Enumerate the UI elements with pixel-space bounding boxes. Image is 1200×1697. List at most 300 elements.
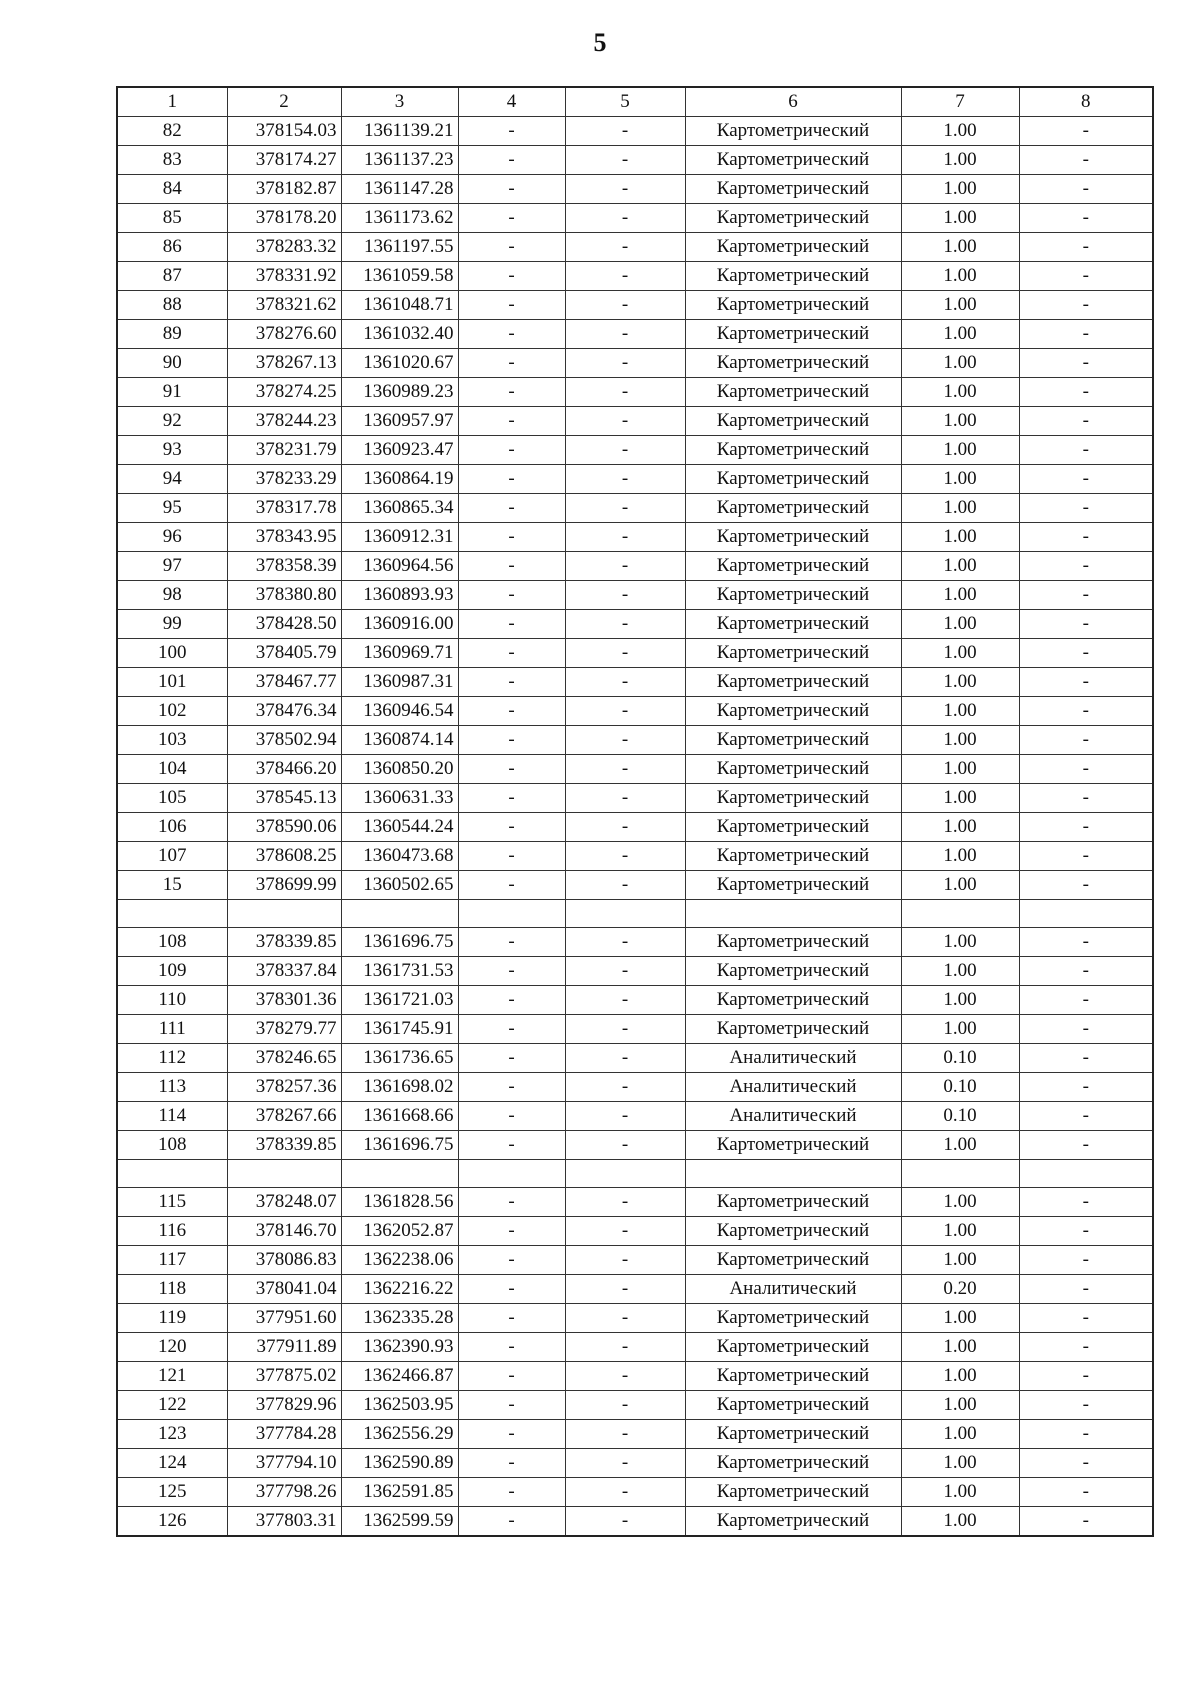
table-cell-col-5	[565, 1160, 685, 1188]
table-cell-col-6: Картометрический	[685, 407, 901, 436]
table-cell-col-7: 1.00	[901, 1362, 1019, 1391]
table-cell-col-8: -	[1019, 842, 1153, 871]
table-cell-col-8: -	[1019, 928, 1153, 957]
table-cell-col-7: 1.00	[901, 1217, 1019, 1246]
table-row	[117, 465, 1153, 494]
table-cell-col-2: 378590.06	[227, 813, 341, 842]
table-cell-col-8: -	[1019, 1478, 1153, 1507]
table-cell-col-1: 103	[117, 726, 227, 755]
table-cell-col-5: -	[565, 204, 685, 233]
table-cell-col-1: 84	[117, 175, 227, 204]
table-cell-col-6: Картометрический	[685, 1391, 901, 1420]
table-cell-col-4: -	[458, 668, 565, 697]
table-cell-col-6: Картометрический	[685, 1304, 901, 1333]
table-cell-col-8: -	[1019, 378, 1153, 407]
table-row	[117, 697, 1153, 726]
table-cell-col-8: -	[1019, 291, 1153, 320]
table-cell-col-1: 112	[117, 1044, 227, 1073]
table-cell-col-8: -	[1019, 262, 1153, 291]
table-cell-col-8: -	[1019, 1420, 1153, 1449]
table-row	[117, 1420, 1153, 1449]
table-cell-col-6: Картометрический	[685, 784, 901, 813]
table-cell-col-1: 108	[117, 928, 227, 957]
table-cell-col-4: -	[458, 291, 565, 320]
table-cell-col-4: -	[458, 494, 565, 523]
table-cell-col-4: -	[458, 610, 565, 639]
table-row	[117, 291, 1153, 320]
table-cell-col-1: 97	[117, 552, 227, 581]
table-cell-col-4: -	[458, 175, 565, 204]
table-cell-col-3: 1360874.14	[341, 726, 458, 755]
table-cell-col-3: 1362590.89	[341, 1449, 458, 1478]
table-row	[117, 1246, 1153, 1275]
table-cell-col-6: Картометрический	[685, 291, 901, 320]
table-cell-col-8: -	[1019, 755, 1153, 784]
table-cell-col-7: 0.20	[901, 1275, 1019, 1304]
table-row	[117, 1073, 1153, 1102]
table-cell-col-6: Картометрический	[685, 581, 901, 610]
table-row	[117, 755, 1153, 784]
table-cell-col-7: 1.00	[901, 1449, 1019, 1478]
table-cell-col-6: Картометрический	[685, 697, 901, 726]
table-cell-col-3: 1360989.23	[341, 378, 458, 407]
table-cell-col-1: 116	[117, 1217, 227, 1246]
table-row	[117, 1478, 1153, 1507]
table-cell-col-5: -	[565, 842, 685, 871]
table-cell-col-4: -	[458, 1015, 565, 1044]
table-cell-col-5: -	[565, 1246, 685, 1275]
table-cell-col-2: 378233.29	[227, 465, 341, 494]
table-cell-col-7: 1.00	[901, 726, 1019, 755]
table-row	[117, 146, 1153, 175]
table-cell-col-7: 1.00	[901, 1246, 1019, 1275]
table-cell-col-6: Картометрический	[685, 842, 901, 871]
table-cell-col-5: -	[565, 1102, 685, 1131]
table-cell-col-6: Картометрический	[685, 262, 901, 291]
table-cell-col-5: -	[565, 378, 685, 407]
table-cell-col-3: 1360893.93	[341, 581, 458, 610]
table-cell-col-3: 1361137.23	[341, 146, 458, 175]
table-cell-col-2	[227, 1160, 341, 1188]
table-cell-col-6: Картометрический	[685, 1217, 901, 1246]
table-cell-col-8: -	[1019, 1333, 1153, 1362]
table-cell-col-3: 1361173.62	[341, 204, 458, 233]
table-cell-col-8: -	[1019, 204, 1153, 233]
table-cell-col-3: 1361745.91	[341, 1015, 458, 1044]
table-cell-col-5: -	[565, 233, 685, 262]
table-cell-col-4: -	[458, 726, 565, 755]
table-cell-col-7: 1.00	[901, 842, 1019, 871]
table-cell-col-1: 87	[117, 262, 227, 291]
table-row	[117, 1131, 1153, 1160]
table-cell-col-4: -	[458, 1073, 565, 1102]
table-cell-col-3: 1360631.33	[341, 784, 458, 813]
table-cell-col-3: 1360864.19	[341, 465, 458, 494]
table-cell-col-3: 1362335.28	[341, 1304, 458, 1333]
table-row	[117, 1391, 1153, 1420]
table-cell-col-4: -	[458, 117, 565, 146]
table-cell-col-3: 1361139.21	[341, 117, 458, 146]
table-cell-col-3: 1360502.65	[341, 871, 458, 900]
table-cell-col-8: -	[1019, 610, 1153, 639]
table-cell-col-7: 1.00	[901, 494, 1019, 523]
table-cell-col-4: -	[458, 1449, 565, 1478]
table-cell-col-3: 1361668.66	[341, 1102, 458, 1131]
table-cell-col-8: -	[1019, 668, 1153, 697]
table-cell-col-3: 1361828.56	[341, 1188, 458, 1217]
table-cell-col-5: -	[565, 1391, 685, 1420]
table-cell-col-3: 1362503.95	[341, 1391, 458, 1420]
table-cell-col-1: 109	[117, 957, 227, 986]
table-cell-col-1: 86	[117, 233, 227, 262]
table-cell-col-6: Картометрический	[685, 726, 901, 755]
table-cell-col-2: 378246.65	[227, 1044, 341, 1073]
table-cell-col-4: -	[458, 928, 565, 957]
table-cell-col-6: Картометрический	[685, 465, 901, 494]
table-cell-col-8: -	[1019, 1449, 1153, 1478]
table-row	[117, 175, 1153, 204]
table-cell-col-5: -	[565, 1044, 685, 1073]
table-cell-col-8: -	[1019, 117, 1153, 146]
table-cell-col-4: -	[458, 1333, 565, 1362]
table-cell-col-2: 377794.10	[227, 1449, 341, 1478]
table-cell-col-1: 88	[117, 291, 227, 320]
table-cell-col-5: -	[565, 146, 685, 175]
table-cell-col-8: -	[1019, 494, 1153, 523]
table-cell-col-3: 1362556.29	[341, 1420, 458, 1449]
table-cell-col-2: 378154.03	[227, 117, 341, 146]
table-cell-col-1: 115	[117, 1188, 227, 1217]
table-cell-col-3: 1360946.54	[341, 697, 458, 726]
table-cell-col-7: 1.00	[901, 697, 1019, 726]
table-cell-col-8: -	[1019, 146, 1153, 175]
table-row	[117, 842, 1153, 871]
table-cell-col-5: -	[565, 407, 685, 436]
table-cell-col-8: -	[1019, 175, 1153, 204]
table-cell-col-6: Картометрический	[685, 1478, 901, 1507]
table-cell-col-2: 378301.36	[227, 986, 341, 1015]
table-cell-col-2: 378146.70	[227, 1217, 341, 1246]
table-row	[117, 233, 1153, 262]
table-cell-col-3: 1362599.59	[341, 1507, 458, 1537]
table-cell-col-7: 1.00	[901, 1333, 1019, 1362]
table-cell-col-5: -	[565, 1275, 685, 1304]
table-cell-col-5: -	[565, 1073, 685, 1102]
table-cell-col-5: -	[565, 349, 685, 378]
table-cell-col-7: 1.00	[901, 668, 1019, 697]
table-cell-col-7: 1.00	[901, 1420, 1019, 1449]
table-cell-col-1: 89	[117, 320, 227, 349]
table-row	[117, 928, 1153, 957]
table-cell-col-6: Картометрический	[685, 1188, 901, 1217]
table-cell-col-4: -	[458, 378, 565, 407]
table-cell-col-6: Картометрический	[685, 523, 901, 552]
table-cell-col-4: -	[458, 1420, 565, 1449]
table-cell-col-6: Картометрический	[685, 668, 901, 697]
table-cell-col-5: -	[565, 726, 685, 755]
table-row	[117, 784, 1153, 813]
table-cell-col-8: -	[1019, 1304, 1153, 1333]
table-cell-col-7: 1.00	[901, 465, 1019, 494]
table-cell-col-6: Картометрический	[685, 494, 901, 523]
table-cell-col-1: 118	[117, 1275, 227, 1304]
table-cell-col-3: 1361197.55	[341, 233, 458, 262]
table-cell-col-1: 95	[117, 494, 227, 523]
table-cell-col-1: 123	[117, 1420, 227, 1449]
table-cell-col-2: 378405.79	[227, 639, 341, 668]
table-cell-col-3: 1360957.97	[341, 407, 458, 436]
table-row	[117, 581, 1153, 610]
table-row	[117, 1015, 1153, 1044]
table-cell-col-7: 0.10	[901, 1102, 1019, 1131]
table-cell-col-2: 378608.25	[227, 842, 341, 871]
table-cell-col-3: 1361696.75	[341, 1131, 458, 1160]
table-cell-col-6: Картометрический	[685, 146, 901, 175]
table-row	[117, 668, 1153, 697]
table-cell-col-4: -	[458, 146, 565, 175]
table-cell-col-6: Картометрический	[685, 1420, 901, 1449]
table-cell-col-4: -	[458, 639, 565, 668]
table-cell-col-5: -	[565, 668, 685, 697]
table-cell-col-2: 378244.23	[227, 407, 341, 436]
table-cell-col-8: -	[1019, 581, 1153, 610]
table-cell-col-6: Картометрический	[685, 320, 901, 349]
table-row	[117, 871, 1153, 900]
table-cell-col-8: -	[1019, 1507, 1153, 1537]
table-cell-col-4: -	[458, 204, 565, 233]
table-cell-col-2: 378339.85	[227, 928, 341, 957]
table-cell-col-5: -	[565, 1449, 685, 1478]
table-cell-col-1: 99	[117, 610, 227, 639]
table-cell-col-3: 1362238.06	[341, 1246, 458, 1275]
table-cell-col-7: 1.00	[901, 349, 1019, 378]
table-cell-col-7: 1.00	[901, 1304, 1019, 1333]
table-cell-col-3: 1360865.34	[341, 494, 458, 523]
table-cell-col-2: 378321.62	[227, 291, 341, 320]
table-cell-col-8: -	[1019, 407, 1153, 436]
table-cell-col-1: 15	[117, 871, 227, 900]
table-cell-col-1: 122	[117, 1391, 227, 1420]
table-cell-col-3: 1361698.02	[341, 1073, 458, 1102]
table-cell-col-8: -	[1019, 1102, 1153, 1131]
table-row	[117, 813, 1153, 842]
table-cell-col-2: 378476.34	[227, 697, 341, 726]
table-cell-col-1: 85	[117, 204, 227, 233]
table-cell-col-2: 378276.60	[227, 320, 341, 349]
table-row	[117, 1362, 1153, 1391]
table-cell-col-6: Картометрический	[685, 436, 901, 465]
table-cell-col-2: 377829.96	[227, 1391, 341, 1420]
table-cell-col-7: 1.00	[901, 871, 1019, 900]
table-cell-col-2: 377875.02	[227, 1362, 341, 1391]
table-cell-col-4: -	[458, 1217, 565, 1246]
table-cell-col-2: 377784.28	[227, 1420, 341, 1449]
table-row	[117, 494, 1153, 523]
table-cell-col-2: 378248.07	[227, 1188, 341, 1217]
table-cell-col-1: 104	[117, 755, 227, 784]
table-cell-col-3: 1360923.47	[341, 436, 458, 465]
table-cell-col-7	[901, 1160, 1019, 1188]
table-cell-col-4: -	[458, 842, 565, 871]
table-cell-col-7: 1.00	[901, 233, 1019, 262]
table-cell-col-7: 1.00	[901, 1131, 1019, 1160]
table-cell-col-3: 1360850.20	[341, 755, 458, 784]
table-cell-col-7: 1.00	[901, 175, 1019, 204]
page-number: 5	[593, 28, 607, 57]
table-cell-col-5: -	[565, 1304, 685, 1333]
table-cell-col-3: 1362591.85	[341, 1478, 458, 1507]
table-cell-col-4: -	[458, 349, 565, 378]
table-cell-col-2: 378331.92	[227, 262, 341, 291]
table-cell-col-5: -	[565, 639, 685, 668]
table-cell-col-8: -	[1019, 1188, 1153, 1217]
table-cell-col-2: 378428.50	[227, 610, 341, 639]
table-cell-col-2: 378339.85	[227, 1131, 341, 1160]
table-cell-col-1: 82	[117, 117, 227, 146]
table-cell-col-8: -	[1019, 871, 1153, 900]
table-cell-col-5: -	[565, 523, 685, 552]
table-cell-col-3	[341, 1160, 458, 1188]
table-cell-col-2: 378279.77	[227, 1015, 341, 1044]
table-cell-col-4: -	[458, 581, 565, 610]
table-cell-col-8: -	[1019, 813, 1153, 842]
table-cell-col-2: 378231.79	[227, 436, 341, 465]
table-cell-col-7: 0.10	[901, 1044, 1019, 1073]
table-cell-col-6: Картометрический	[685, 175, 901, 204]
table-cell-col-7: 1.00	[901, 291, 1019, 320]
table-cell-col-1: 106	[117, 813, 227, 842]
table-cell-col-7: 1.00	[901, 1015, 1019, 1044]
table-cell-col-1: 113	[117, 1073, 227, 1102]
table-cell-col-6: Картометрический	[685, 1449, 901, 1478]
table-cell-col-5: -	[565, 117, 685, 146]
coordinates-table	[116, 86, 1154, 1537]
table-cell-col-3: 1360473.68	[341, 842, 458, 871]
table-cell-col-2	[227, 900, 341, 928]
table-row	[117, 1333, 1153, 1362]
table-cell-col-2: 378086.83	[227, 1246, 341, 1275]
table-header	[117, 87, 1153, 117]
table-cell-col-2: 378174.27	[227, 146, 341, 175]
table-cell-col-6: Картометрический	[685, 639, 901, 668]
table-cell-col-2: 378502.94	[227, 726, 341, 755]
table-row	[117, 320, 1153, 349]
table-cell-col-5: -	[565, 494, 685, 523]
table-cell-col-8: -	[1019, 349, 1153, 378]
table-cell-col-1: 105	[117, 784, 227, 813]
table-cell-col-1: 96	[117, 523, 227, 552]
table-cell-col-1: 121	[117, 1362, 227, 1391]
table-cell-col-3: 1360987.31	[341, 668, 458, 697]
table-cell-col-1: 100	[117, 639, 227, 668]
column-header-7: 7	[901, 87, 1019, 117]
table-cell-col-5: -	[565, 755, 685, 784]
table-row	[117, 900, 1153, 928]
table-cell-col-4: -	[458, 1304, 565, 1333]
table-row	[117, 204, 1153, 233]
table-cell-col-5: -	[565, 1188, 685, 1217]
table-cell-col-3: 1362466.87	[341, 1362, 458, 1391]
table-cell-col-5: -	[565, 291, 685, 320]
table-cell-col-3: 1362052.87	[341, 1217, 458, 1246]
table-cell-col-1: 110	[117, 986, 227, 1015]
table-row	[117, 1507, 1153, 1537]
table-cell-col-1: 90	[117, 349, 227, 378]
table-cell-col-5: -	[565, 928, 685, 957]
table-cell-col-6: Аналитический	[685, 1102, 901, 1131]
table-cell-col-8: -	[1019, 1362, 1153, 1391]
table-cell-col-3: 1360916.00	[341, 610, 458, 639]
table-row	[117, 436, 1153, 465]
table-cell-col-1: 125	[117, 1478, 227, 1507]
table-cell-col-4: -	[458, 320, 565, 349]
table-cell-col-7: 0.10	[901, 1073, 1019, 1102]
table-row	[117, 552, 1153, 581]
table-cell-col-4: -	[458, 465, 565, 494]
table-cell-col-2: 378041.04	[227, 1275, 341, 1304]
table-cell-col-8: -	[1019, 784, 1153, 813]
table-cell-col-6	[685, 900, 901, 928]
table-cell-col-8: -	[1019, 1044, 1153, 1073]
table-cell-col-8: -	[1019, 436, 1153, 465]
table-cell-col-8: -	[1019, 957, 1153, 986]
table-cell-col-2: 378283.32	[227, 233, 341, 262]
table-cell-col-3: 1360912.31	[341, 523, 458, 552]
table-cell-col-1: 120	[117, 1333, 227, 1362]
table-cell-col-2: 378267.13	[227, 349, 341, 378]
table-cell-col-1: 117	[117, 1246, 227, 1275]
table-cell-col-6: Картометрический	[685, 1507, 901, 1537]
table-row	[117, 1304, 1153, 1333]
table-cell-col-5: -	[565, 610, 685, 639]
table-cell-col-2: 378274.25	[227, 378, 341, 407]
table-cell-col-7: 1.00	[901, 784, 1019, 813]
table-cell-col-1: 94	[117, 465, 227, 494]
table-cell-col-7: 1.00	[901, 320, 1019, 349]
table-cell-col-7: 1.00	[901, 755, 1019, 784]
table-cell-col-5: -	[565, 552, 685, 581]
table-cell-col-3: 1362390.93	[341, 1333, 458, 1362]
column-header-4: 4	[458, 87, 565, 117]
table-cell-col-7: 1.00	[901, 204, 1019, 233]
table-cell-col-6: Картометрический	[685, 813, 901, 842]
table-cell-col-6: Картометрический	[685, 378, 901, 407]
table-cell-col-8: -	[1019, 1246, 1153, 1275]
table-cell-col-3: 1361736.65	[341, 1044, 458, 1073]
table-cell-col-8: -	[1019, 639, 1153, 668]
table-cell-col-3: 1361059.58	[341, 262, 458, 291]
table-cell-col-2: 378467.77	[227, 668, 341, 697]
table-cell-col-5: -	[565, 1420, 685, 1449]
column-header-3: 3	[341, 87, 458, 117]
table-cell-col-8: -	[1019, 1217, 1153, 1246]
table-row	[117, 639, 1153, 668]
table-cell-col-7: 1.00	[901, 436, 1019, 465]
table-cell-col-3: 1361032.40	[341, 320, 458, 349]
table-cell-col-7: 1.00	[901, 146, 1019, 175]
table-cell-col-1: 126	[117, 1507, 227, 1537]
table-cell-col-3: 1360544.24	[341, 813, 458, 842]
table-cell-col-4: -	[458, 1246, 565, 1275]
column-header-1: 1	[117, 87, 227, 117]
table-cell-col-6: Картометрический	[685, 1362, 901, 1391]
table-cell-col-1	[117, 1160, 227, 1188]
table-cell-col-2: 377798.26	[227, 1478, 341, 1507]
table-row	[117, 407, 1153, 436]
table-row	[117, 378, 1153, 407]
table-cell-col-1: 108	[117, 1131, 227, 1160]
table-cell-col-3: 1361048.71	[341, 291, 458, 320]
